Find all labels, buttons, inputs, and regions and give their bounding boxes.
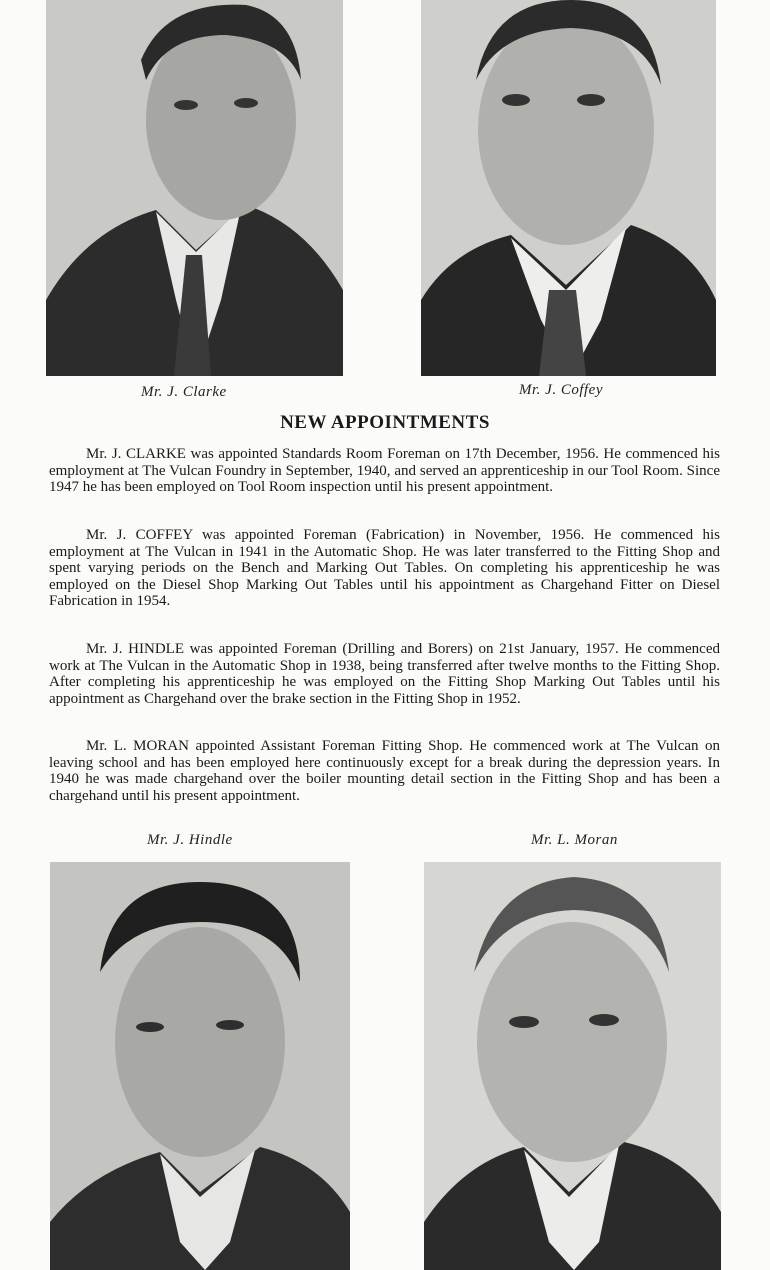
caption-coffey: Mr. J. Coffey [519,382,603,398]
portrait-photo-coffey [421,0,716,376]
paragraph-hindle: Mr. J. HINDLE was appointed Foreman (Drilling and Borers) on 21st January, 1957. He commenced work at The Vulcan in the Automatic Shop in 1938, being transferred after twelve months to the Fitting Shop. After completing his apprenticeship he was employed on the Fitting Shop Marking Out Tables until his appointment as Chargehand over the brake section in the Fitting Shop in 1952. [49,641,720,707]
page-title: NEW APPOINTMENTS [280,412,490,433]
paragraph-moran: Mr. L. MORAN appointed Assistant Foreman Fitting Shop. He commenced work at The Vulcan on leaving school and has been employed here continuously except for a break during the depression years. In 1940 he was made chargehand over the boiler mounting detail section in the Fitting Shop and has been a chargehand until his present appointment. [49,738,720,804]
portrait-photo-clarke [46,0,343,376]
caption-hindle: Mr. J. Hindle [147,832,233,848]
portrait-photo-moran [424,862,721,1270]
paragraph-coffey: Mr. J. COFFEY was appointed Foreman (Fabrication) in November, 1956. He commenced his employment at The Vulcan in 1941 in the Automatic Shop. He was later transferred to the Fitting Shop and spent varying periods on the Bench and Marking Out Tables. On completing his apprenticeship he was employed on the Diesel Shop Marking Out Tables until his appointment as Chargehand Fitter on Diesel Fabrication in 1954. [49,527,720,610]
paragraph-clarke: Mr. J. CLARKE was appointed Standards Room Foreman on 17th December, 1956. He commenced his employment at The Vulcan Foundry in September, 1940, and served an apprenticeship in our Tool Room. Since 1947 he has been employed on Tool Room inspection until his present appointment. [49,446,720,496]
portrait-photo-hindle [50,862,350,1270]
caption-clarke: Mr. J. Clarke [141,384,227,400]
caption-moran: Mr. L. Moran [531,832,618,848]
